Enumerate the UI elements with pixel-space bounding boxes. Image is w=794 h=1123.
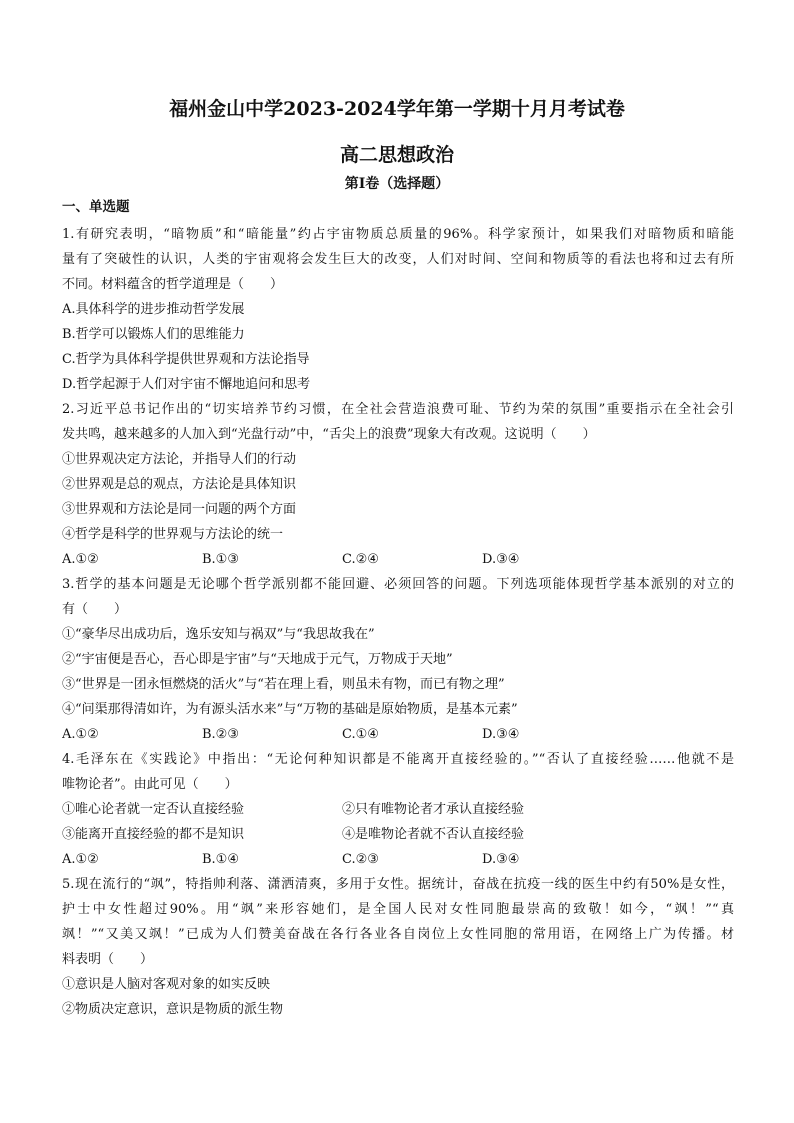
subject-title: 高二思想政治: [339, 144, 454, 166]
q5-stem-line: 护士中女性超过90%。用“飒”来形容她们，是全国人民对女性同胞最崇高的致敬！如今，“飒！”“真: [62, 902, 734, 917]
q5-statement-2: ②物质决定意识，意识是物质的派生物: [62, 1002, 284, 1017]
q3-choice-d: D.③④: [482, 727, 520, 742]
q4-choices: [62, 850, 734, 870]
q4-choice-d: D.③④: [482, 852, 520, 867]
q5-statement-1: ①意识是人脑对客观对象的如实反映: [62, 977, 271, 992]
q1-stem-line: 不同。材料蕴含的哲学道理是（ ）: [62, 277, 284, 292]
q1-option-d: D.哲学起源于人们对宇宙不懈地追问和思考: [62, 377, 311, 392]
q4-choice-c: C.②③: [342, 852, 379, 867]
q1-option-c: C.哲学为具体科学提供世界观和方法论指导: [62, 352, 310, 367]
q3-choices: [62, 725, 734, 745]
q2-statement-1: ①世界观决定方法论，并指导人们的行动: [62, 452, 297, 467]
section-heading: 一、单选题: [62, 199, 130, 215]
q5-stem-line: 5.现在流行的“飒”，特指帅利落、潇洒清爽，多用于女性。据统计，奋战在抗疫一线的医生中约有50%是女性，: [62, 877, 734, 892]
q4-statements-row: [62, 800, 734, 820]
q4-statement-4: ④是唯物论者就不否认直接经验: [342, 827, 525, 842]
q3-stem-line: 3.哲学的基本问题是无论哪个哲学派别都不能回避、必须回答的问题。下列选项能体现哲学基本派别的对立的: [62, 577, 734, 592]
q4-statement-3: ③能离开直接经验的都不是知识: [62, 827, 245, 842]
q4-choice-b: B.①④: [202, 852, 239, 867]
q1-stem-line: 1.有研究表明，“暗物质”和“暗能量”约占宇宙物质总质量的96%。科学家预计，如果我们对暗物质和暗能: [62, 227, 734, 242]
q2-choice-d: D.③④: [482, 552, 520, 567]
q4-stem-line: 唯物论者”。由此可见（ ）: [62, 777, 238, 792]
q2-stem-line: 2.习近平总书记作出的“切实培养节约习惯，在全社会营造浪费可耻、节约为荣的氛围”重要指示在全社会引: [62, 402, 734, 417]
q3-choice-a: A.①②: [62, 727, 99, 742]
q4-choice-a: A.①②: [62, 852, 99, 867]
q3-statement-3: ③“世界是一团永恒燃烧的活火”与“若在理上看，则虽未有物，而已有物之理”: [62, 677, 505, 692]
q4-statement-1: ①唯心论者就一定否认直接经验: [62, 802, 245, 817]
q1-stem-line: 量有了突破性的认识，人类的宇宙观将会发生巨大的改变，人们对时间、空间和物质等的看法也将和过去有所: [62, 252, 734, 267]
q5-stem-line: 料表明（ ）: [62, 952, 154, 967]
q3-statement-4: ④“问渠那得清如许，为有源头活水来”与“万物的基础是原始物质，是基本元素”: [62, 702, 518, 717]
exam-title: 福州金山中学2023-2024学年第一学期十月月考试卷: [169, 98, 625, 120]
q2-stem-line: 发共鸣，越来越多的人加入到“光盘行动”中，“舌尖上的浪费”现象大有改观。这说明（ ）: [62, 427, 596, 442]
q2-choice-a: A.①②: [62, 552, 99, 567]
q4-stem-line: 4.毛泽东在《实践论》中指出：“无论何种知识都是不能离开直接经验的。”“否认了直接经验……他就不是: [62, 752, 734, 767]
q2-statement-2: ②世界观是总的观点，方法论是具体知识: [62, 477, 297, 492]
q1-option-a: A.具体科学的进步推动哲学发展: [62, 302, 245, 317]
q3-statement-1: ①“豪华尽出成功后，逸乐安知与祸双”与“我思故我在”: [62, 627, 375, 642]
q3-statement-2: ②“宇宙便是吾心，吾心即是宇宙”与“天地成于元气，万物成于天地”: [62, 652, 453, 667]
q5-stem-line: 飒！”“又美又飒！”已成为人们赞美奋战在各行各业各自岗位上女性同胞的常用语，在网络上广为传播。材: [62, 927, 734, 942]
q2-statement-4: ④哲学是科学的世界观与方法论的统一: [62, 527, 284, 542]
q2-choice-b: B.①③: [202, 552, 239, 567]
q2-statement-3: ③世界观和方法论是同一问题的两个方面: [62, 502, 297, 517]
part-title: 第Ⅰ卷（选择题）: [344, 176, 450, 192]
q3-choice-b: B.②③: [202, 727, 239, 742]
q4-statement-2: ②只有唯物论者才承认直接经验: [342, 802, 525, 817]
q2-choice-c: C.②④: [342, 552, 379, 567]
q4-statements-row: [62, 825, 734, 845]
q2-choices: [62, 550, 734, 570]
q3-choice-c: C.①④: [342, 727, 379, 742]
q3-stem-line: 有（ ）: [62, 602, 128, 617]
q1-option-b: B.哲学可以锻炼人们的思维能力: [62, 327, 245, 342]
